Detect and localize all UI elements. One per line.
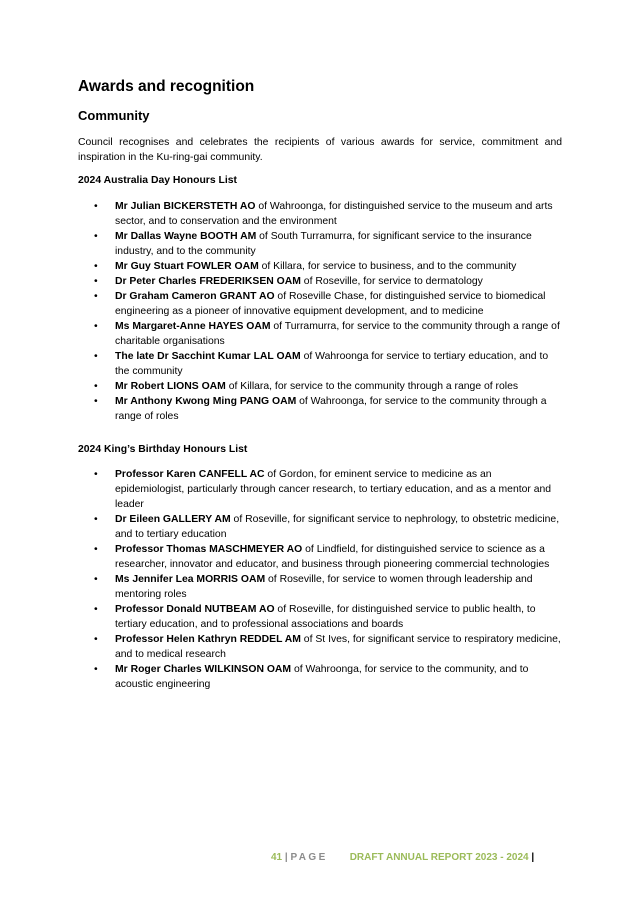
honour-description: of Roseville Chase, for distinguished service to biomedical engineering as a pioneer of innovative equipment development, and to medicine	[115, 291, 546, 317]
honoree-name: The late Dr Sacchint Kumar LAL OAM	[115, 351, 301, 362]
honour-description: of St Ives, for significant service to respiratory medicine, and to medical research	[115, 634, 561, 660]
honours-list-item	[78, 199, 562, 229]
footer-separator: |	[282, 852, 291, 863]
honours-list-item	[78, 274, 562, 289]
honours-list-item	[78, 259, 562, 274]
honoree-name: Mr Anthony Kwong Ming PANG OAM	[115, 396, 297, 407]
honoree-name: Dr Graham Cameron GRANT AO	[115, 291, 275, 302]
honours-list-item	[78, 319, 562, 349]
honour-description: of Lindfield, for distinguished service to science as a researcher, innovator and educator, and business through pioneering commercial technologies	[115, 544, 550, 570]
honour-description: of Killara, for service to the community through a range of roles	[225, 381, 519, 392]
honour-description: of South Turramurra, for significant service to the insurance industry, and to the community	[115, 231, 532, 257]
honour-description: of Roseville, for significant service to nephrology, to obstetric medicine, and to tertiary education	[115, 514, 560, 540]
honours-list-item	[78, 512, 562, 542]
honoree-name: Professor Karen CANFELL AC	[115, 469, 265, 480]
honoree-name: Mr Guy Stuart FOWLER OAM	[115, 261, 259, 272]
honour-description: of Roseville, for service to dermatology	[300, 276, 483, 287]
honour-description: of Gordon, for eminent service to medicine as an epidemiologist, particularly through cancer research, to tertiary education, and as a mentor and leader	[115, 469, 552, 510]
bullet-icon: •	[94, 231, 98, 242]
honour-description: of Roseville, for distinguished service to public health, to tertiary education, and to professional associations and boards	[115, 604, 536, 630]
bullet-icon: •	[94, 321, 98, 332]
honoree-name: Professor Thomas MASCHMEYER AO	[115, 544, 303, 555]
honour-description: of Wahroonga for service to tertiary education, and to the community	[115, 351, 549, 377]
honours-list-item	[78, 602, 562, 632]
bullet-icon: •	[94, 604, 98, 615]
list-heading-kings-birthday: 2024 King’s Birthday Honours List	[78, 444, 248, 455]
honour-description: of Turramurra, for service to the community through a range of charitable organisations	[115, 321, 560, 347]
bullet-icon: •	[94, 514, 98, 525]
honours-list-item	[78, 379, 562, 394]
intro-paragraph: Council recognises and celebrates the recipients of various awards for service, commitment and inspiration in the Ku-ring-gai community.	[78, 137, 562, 163]
honours-list-item	[78, 289, 562, 319]
honoree-name: Mr Roger Charles WILKINSON OAM	[115, 664, 292, 675]
honoree-name: Mr Julian BICKERSTETH AO	[115, 201, 256, 212]
section-heading: Community	[78, 108, 150, 123]
honours-list-item	[78, 349, 562, 379]
page-label: PAGE	[290, 852, 328, 863]
bullet-icon: •	[94, 291, 98, 302]
honoree-name: Ms Jennifer Lea MORRIS OAM	[115, 574, 266, 585]
honour-description: of Wahroonga, for distinguished service to the museum and arts sector, and to conservation and the environment	[115, 201, 553, 227]
kings-birthday-honours-list	[78, 467, 562, 692]
honours-list-item	[78, 632, 562, 662]
list-heading-australia-day: 2024 Australia Day Honours List	[78, 175, 237, 186]
honoree-name: Professor Donald NUTBEAM AO	[115, 604, 275, 615]
bullet-icon: •	[94, 544, 98, 555]
bullet-icon: •	[94, 261, 98, 272]
bullet-icon: •	[94, 396, 98, 407]
bullet-icon: •	[94, 276, 98, 287]
page-footer	[271, 852, 534, 864]
bullet-icon: •	[94, 381, 98, 392]
honour-description: of Killara, for service to business, and to the community	[258, 261, 517, 272]
bullet-icon: •	[94, 469, 98, 480]
honours-list-item	[78, 572, 562, 602]
honours-list-item	[78, 542, 562, 572]
page-number: 41	[271, 852, 283, 863]
honour-description: of Wahroonga, for service to the community through a range of roles	[115, 396, 547, 422]
honoree-name: Dr Eileen GALLERY AM	[115, 514, 231, 525]
honours-list-item	[78, 467, 562, 512]
honours-list-item	[78, 662, 562, 692]
honour-description: of Wahroonga, for service to the community, and to acoustic engineering	[115, 664, 529, 690]
bullet-icon: •	[94, 351, 98, 362]
report-title: DRAFT ANNUAL REPORT 2023 - 2024	[349, 852, 529, 863]
page-title: Awards and recognition	[78, 78, 255, 95]
honoree-name: Professor Helen Kathryn REDDEL AM	[115, 634, 301, 645]
honours-list-item	[78, 394, 562, 424]
honoree-name: Dr Peter Charles FREDERIKSEN OAM	[115, 276, 301, 287]
bullet-icon: •	[94, 574, 98, 585]
australia-day-honours-list	[78, 199, 562, 424]
footer-end-separator: |	[528, 852, 535, 863]
bullet-icon: •	[94, 664, 98, 675]
honoree-name: Mr Dallas Wayne BOOTH AM	[115, 231, 257, 242]
honoree-name: Ms Margaret-Anne HAYES OAM	[115, 321, 271, 332]
honoree-name: Mr Robert LIONS OAM	[115, 381, 226, 392]
bullet-icon: •	[94, 634, 98, 645]
honours-list-item	[78, 229, 562, 259]
honour-description: of Roseville, for service to women through leadership and mentoring roles	[115, 574, 533, 600]
bullet-icon: •	[94, 201, 98, 212]
